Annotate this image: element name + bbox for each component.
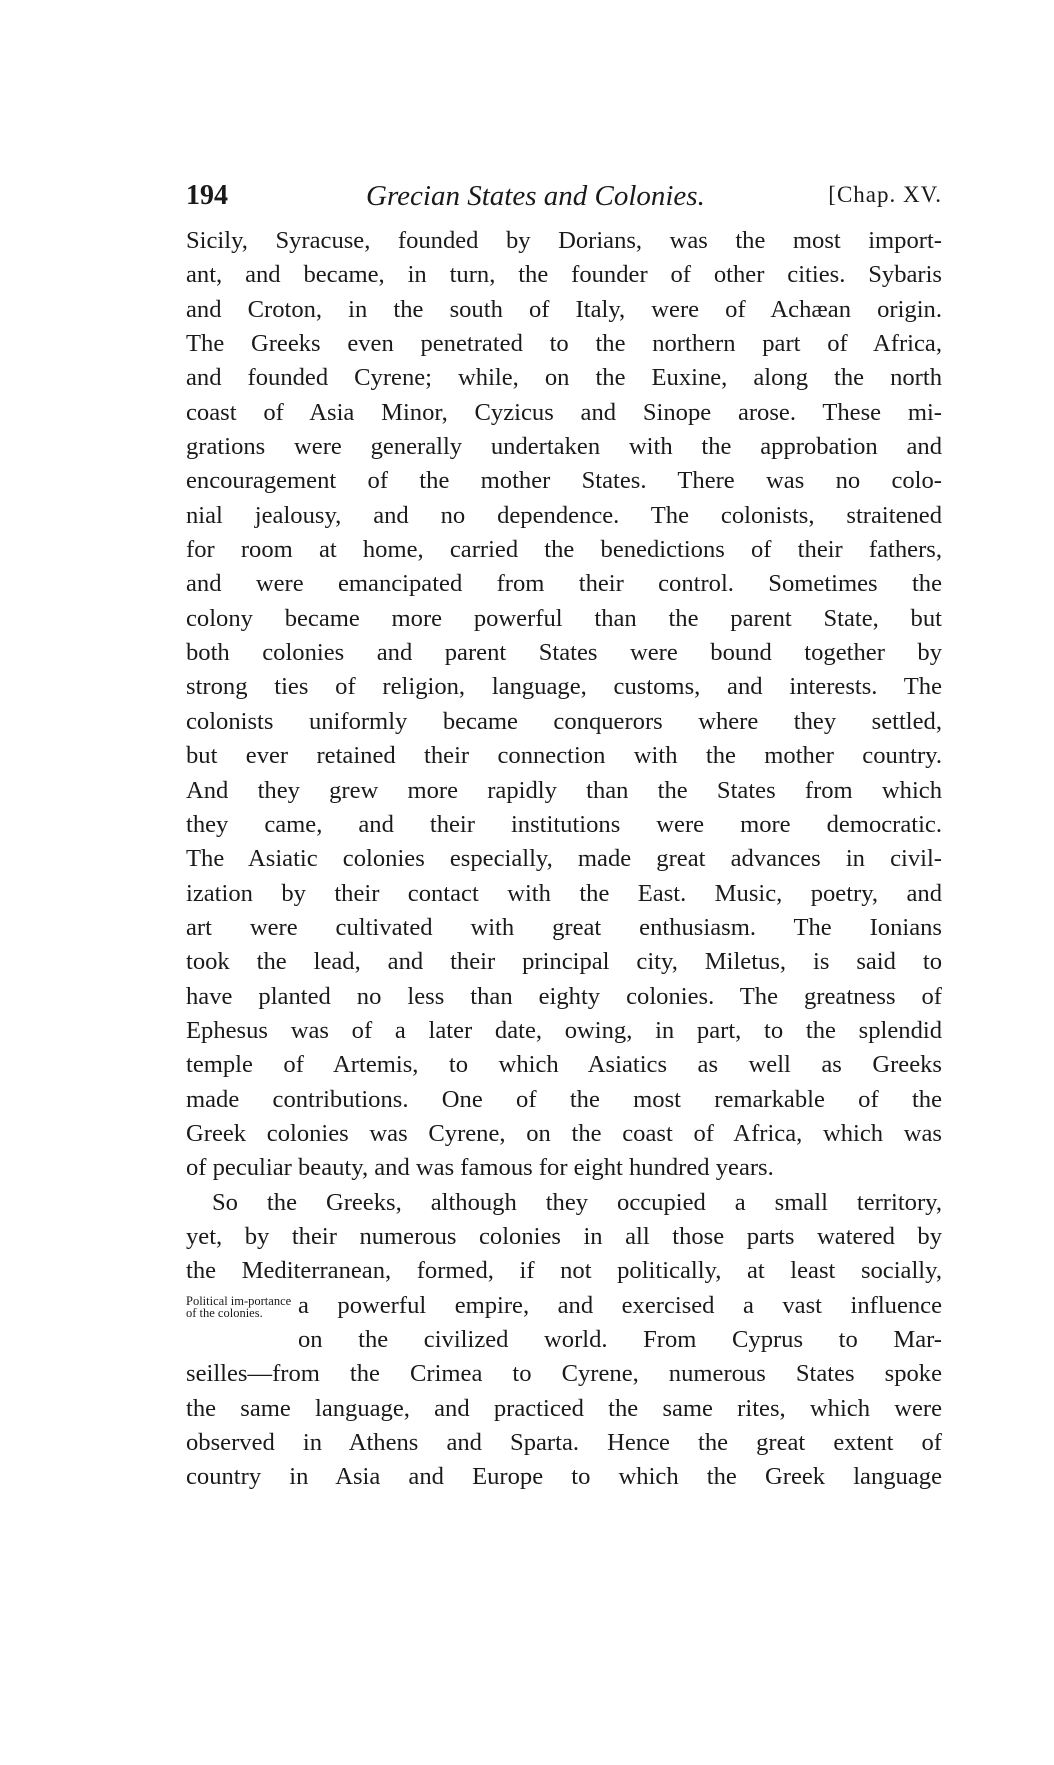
text-line: took the lead, and their principal city, Miletus, is said to <box>186 948 942 976</box>
text-line: a powerful empire, and exercised a vast influence <box>298 1291 942 1319</box>
text-line: Sicily, Syracuse, founded by Dorians, was the most import- <box>186 227 942 254</box>
text-line: ant, and became, in turn, the founder of other cities. Sybaris <box>186 261 942 289</box>
text-line: ization by their contact with the East. Music, poetry, and <box>186 879 942 907</box>
text-line: and Croton, in the south of Italy, were of Achæan origin. <box>186 295 942 323</box>
text-line: have planted no less than eighty colonies. The greatness of <box>186 982 942 1010</box>
text-line: for room at home, carried the benedictions of their fathers, <box>186 536 942 564</box>
text-line: art were cultivated with great enthusiasm. The Ionians <box>186 913 942 941</box>
book-page <box>186 180 942 1491</box>
page-number: 194 <box>186 180 228 211</box>
text-line: temple of Artemis, to which Asiatics as well as Greeks <box>186 1051 942 1079</box>
text-line: The Asiatic colonies especially, made great advances in civil- <box>186 845 942 873</box>
text-line: the Mediterranean, formed, if not politically, at least socially, <box>186 1257 942 1285</box>
body-text <box>186 224 942 1495</box>
text-line-with-margin-note <box>186 1289 942 1323</box>
text-line: country in Asia and Europe to which the Greek language <box>186 1463 942 1491</box>
chapter-label: [Chap. XV. <box>828 182 942 207</box>
text-line: nial jealousy, and no dependence. The colonists, straitened <box>186 501 942 529</box>
running-title: Grecian States and Colonies. <box>366 180 705 212</box>
text-line: colonists uniformly became conquerors where they settled, <box>186 707 942 735</box>
text-line: And they grew more rapidly than the States from which <box>186 776 942 804</box>
text-line: So the Greeks, although they occupied a small territory, <box>212 1188 942 1216</box>
text-line: encouragement of the mother States. There was no colo- <box>186 467 942 495</box>
text-line: grations were generally undertaken with the approbation and <box>186 433 942 461</box>
text-line: on the civilized world. From Cyprus to Mar- <box>298 1326 942 1353</box>
text-line: seilles—from the Crimea to Cyrene, numerous States spoke <box>186 1360 942 1388</box>
text-line: the same language, and practiced the same rites, which were <box>186 1394 942 1422</box>
text-line: colony became more powerful than the parent State, but <box>186 604 942 632</box>
text-line: they came, and their institutions were more democratic. <box>186 810 942 838</box>
text-line: Greek colonies was Cyrene, on the coast of Africa, which was <box>186 1119 942 1147</box>
text-line: coast of Asia Minor, Cyzicus and Sinope arose. These mi- <box>186 398 942 426</box>
text-line: of peculiar beauty, and was famous for eight hundred years. <box>186 1154 774 1182</box>
text-line: and were emancipated from their control. Sometimes the <box>186 570 942 598</box>
text-line: yet, by their numerous colonies in all those parts watered by <box>186 1222 942 1250</box>
margin-note: Political im-portance of the colonies. <box>186 1293 292 1320</box>
text-line: both colonies and parent States were bound together by <box>186 639 942 667</box>
text-line: made contributions. One of the most remarkable of the <box>186 1085 942 1113</box>
text-line-with-margin-note <box>186 1323 942 1357</box>
text-line: observed in Athens and Sparta. Hence the great extent of <box>186 1429 942 1457</box>
text-line: Ephesus was of a later date, owing, in part, to the splendid <box>186 1016 942 1044</box>
text-line: but ever retained their connection with the mother country. <box>186 742 942 770</box>
text-line: and founded Cyrene; while, on the Euxine, along the north <box>186 364 942 392</box>
text-line: The Greeks even penetrated to the northern part of Africa, <box>186 330 942 358</box>
running-header <box>186 180 942 226</box>
text-line: strong ties of religion, language, customs, and interests. The <box>186 673 942 701</box>
